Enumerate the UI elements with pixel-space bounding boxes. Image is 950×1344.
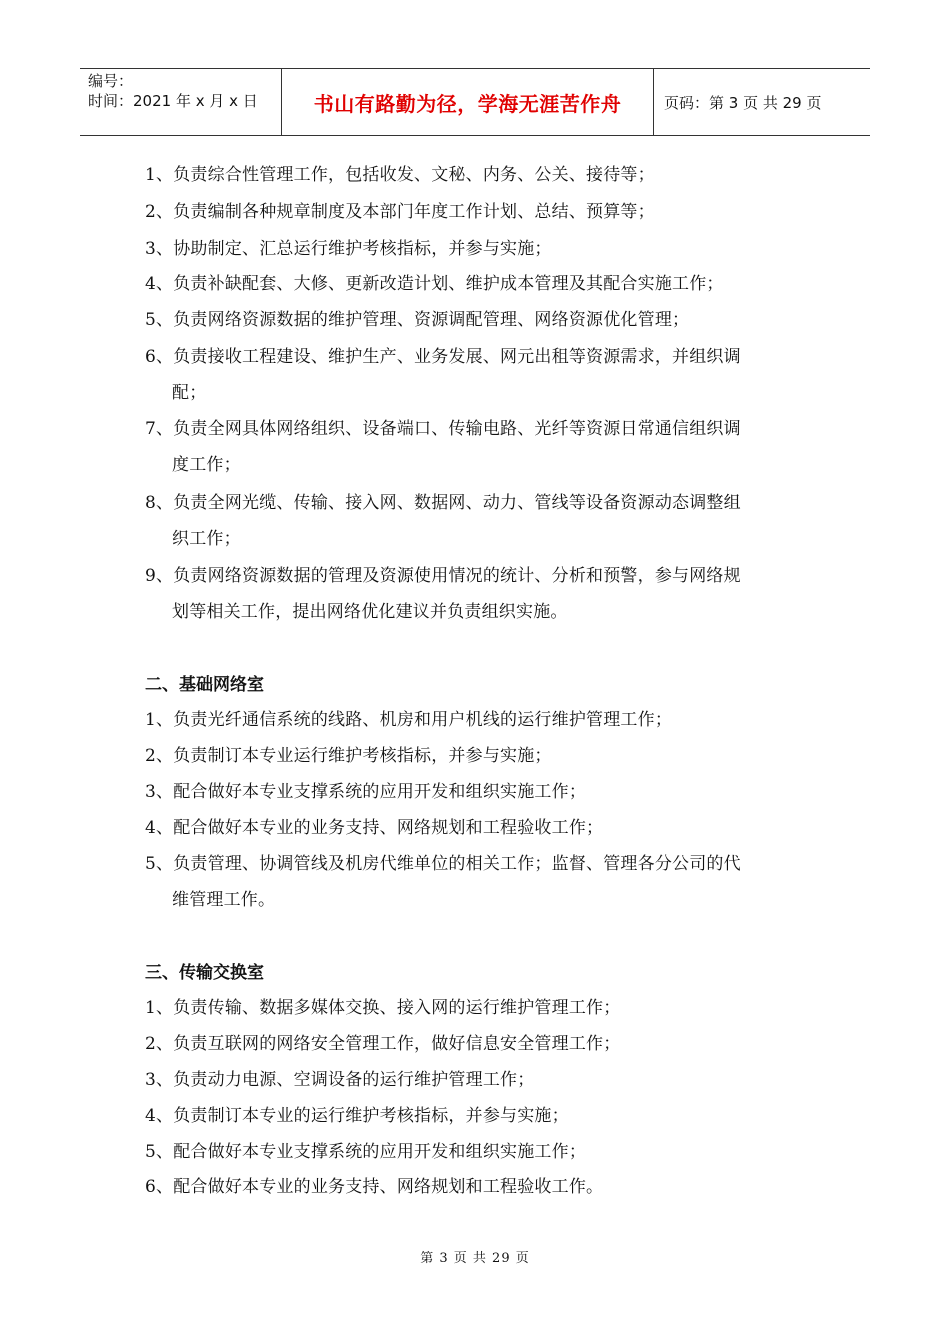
list-item: 1、负责传输、数据多媒体交换、接入网的运行维护管理工作；: [145, 998, 621, 1018]
list-item: 9、负责网络资源数据的管理及资源使用情况的统计、分析和预警，参与网络规: [145, 566, 741, 586]
list-item: 5、负责网络资源数据的维护管理、资源调配管理、网络资源优化管理；: [145, 310, 690, 330]
list-item: 1、负责综合性管理工作，包括收发、文秘、内务、公关、接待等；: [145, 165, 655, 185]
list-item: 3、配合做好本专业支撑系统的应用开发和组织实施工作；: [145, 782, 587, 802]
header-page-label: 页码：第 3 页 共 29 页: [664, 93, 822, 112]
list-item-continuation: 织工作；: [172, 529, 241, 549]
list-item: 1、负责光纤通信系统的线路、机房和用户机线的运行维护管理工作；: [145, 710, 673, 730]
section-heading: 二、基础网络室: [145, 675, 264, 695]
list-item: 6、负责接收工程建设、维护生产、业务发展、网元出租等资源需求，并组织调: [145, 347, 741, 367]
header-number-label: 编号：: [88, 72, 134, 90]
header-time-label: 时间：2021 年 x 月 x 日: [88, 92, 258, 110]
section-heading: 三、传输交换室: [145, 963, 264, 983]
list-item: 4、配合做好本专业的业务支持、网络规划和工程验收工作；: [145, 818, 604, 838]
list-item: 4、负责制订本专业的运行维护考核指标，并参与实施；: [145, 1106, 569, 1126]
list-item: 2、负责编制各种规章制度及本部门年度工作计划、总结、预算等；: [145, 202, 655, 222]
list-item: 3、协助制定、汇总运行维护考核指标，并参与实施；: [145, 239, 552, 259]
page-header: [80, 68, 870, 136]
list-item: 5、负责管理、协调管线及机房代维单位的相关工作；监督、管理各分公司的代: [145, 854, 741, 874]
list-item: 2、负责互联网的网络安全管理工作，做好信息安全管理工作；: [145, 1034, 621, 1054]
list-item: 8、负责全网光缆、传输、接入网、数据网、动力、管线等设备资源动态调整组: [145, 493, 741, 513]
list-item-continuation: 配；: [172, 383, 207, 403]
list-item-continuation: 度工作；: [172, 455, 241, 475]
list-item-continuation: 维管理工作。: [172, 890, 276, 910]
list-item: 4、负责补缺配套、大修、更新改造计划、维护成本管理及其配合实施工作；: [145, 274, 724, 294]
header-motto: 书山有路勤为径，学海无涯苦作舟: [282, 69, 654, 135]
list-item: 6、配合做好本专业的业务支持、网络规划和工程验收工作。: [145, 1177, 604, 1197]
list-item-continuation: 划等相关工作，提出网络优化建议并负责组织实施。: [172, 602, 568, 622]
list-item: 2、负责制订本专业运行维护考核指标，并参与实施；: [145, 746, 552, 766]
page-footer: 第 3 页 共 29 页: [420, 1251, 530, 1266]
list-item: 3、负责动力电源、空调设备的运行维护管理工作；: [145, 1070, 535, 1090]
list-item: 5、配合做好本专业支撑系统的应用开发和组织实施工作；: [145, 1142, 587, 1162]
header-meta: [80, 69, 282, 135]
list-item: 7、负责全网具体网络组织、设备端口、传输电路、光纤等资源日常通信组织调: [145, 419, 741, 439]
